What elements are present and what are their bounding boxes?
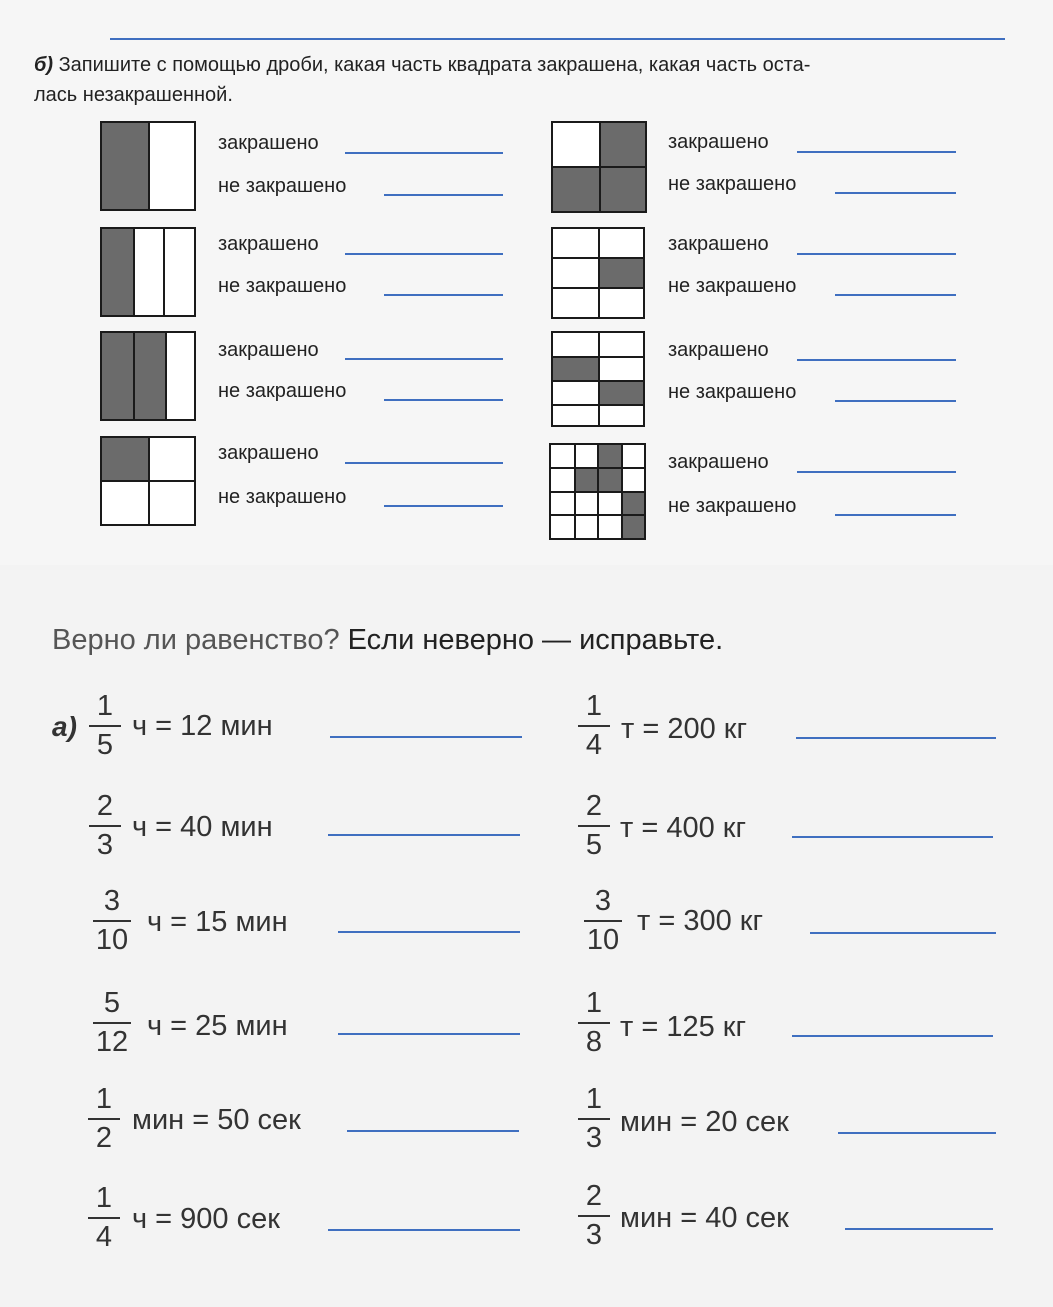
fraction xyxy=(89,987,135,1059)
equation-text: т = 200 кг xyxy=(621,713,748,745)
numerator: 1 xyxy=(96,690,114,722)
answer-line[interactable] xyxy=(797,359,956,361)
answer-line[interactable] xyxy=(328,1229,520,1231)
answer-line[interactable] xyxy=(792,836,993,838)
shaded-cell xyxy=(622,492,644,515)
denominator: 5 xyxy=(96,729,114,761)
fraction-square-2 xyxy=(100,227,196,317)
fraction-square-1 xyxy=(100,121,196,211)
fraction-square-7 xyxy=(551,331,645,427)
grid-line xyxy=(598,333,600,425)
unshaded-label: не закрашено xyxy=(218,380,347,402)
numerator: 1 xyxy=(585,987,603,1019)
denominator: 10 xyxy=(586,924,620,956)
answer-line[interactable] xyxy=(835,192,956,194)
grid-line xyxy=(553,404,643,406)
shaded-cell xyxy=(598,445,622,468)
fraction-square-8 xyxy=(549,443,646,540)
fraction-bar xyxy=(578,1022,610,1024)
shaded-label: закрашено xyxy=(668,233,769,255)
answer-line[interactable] xyxy=(796,737,996,739)
fraction xyxy=(84,1083,124,1155)
shaded-label: закрашено xyxy=(218,233,319,255)
shaded-label: закрашено xyxy=(668,339,769,361)
equation-text: мин = 20 сек xyxy=(620,1106,789,1138)
grid-line xyxy=(163,229,165,315)
equation-text: ч = 900 сек xyxy=(132,1203,280,1235)
grid-line xyxy=(148,123,150,209)
grid-line xyxy=(598,229,600,317)
answer-line[interactable] xyxy=(797,471,956,473)
fraction-bar xyxy=(93,1022,131,1024)
answer-line[interactable] xyxy=(384,399,503,401)
unshaded-label: не закрашено xyxy=(218,275,347,297)
fraction-bar xyxy=(88,1217,120,1219)
fraction-square-6 xyxy=(551,227,645,319)
fraction-bar xyxy=(578,725,610,727)
unshaded-label: не закрашено xyxy=(218,175,347,197)
shaded-cell xyxy=(102,229,133,315)
fraction-bar xyxy=(578,825,610,827)
grid-line xyxy=(553,166,645,168)
shaded-cell xyxy=(553,167,599,211)
shaded-cell xyxy=(599,381,643,405)
fraction xyxy=(580,885,626,957)
equation-text: мин = 50 сек xyxy=(132,1104,301,1136)
answer-line[interactable] xyxy=(338,931,520,933)
fraction-bar xyxy=(88,1118,120,1120)
fraction-bar xyxy=(578,1215,610,1217)
numerator: 2 xyxy=(585,1180,603,1212)
answer-line[interactable] xyxy=(345,358,503,360)
denominator: 5 xyxy=(585,829,603,861)
fraction-bar xyxy=(93,920,131,922)
fraction xyxy=(574,1083,614,1155)
exercise-b-label: б) xyxy=(34,54,54,76)
fraction xyxy=(574,790,614,862)
equation-text: ч = 12 мин xyxy=(132,710,273,742)
answer-line[interactable] xyxy=(345,253,503,255)
answer-line[interactable] xyxy=(345,462,503,464)
equation-text: т = 400 кг xyxy=(620,812,747,844)
exercise-b-instructions xyxy=(34,50,1034,110)
answer-line[interactable] xyxy=(345,152,503,154)
fraction-bar xyxy=(578,1118,610,1120)
fraction xyxy=(85,790,125,862)
fraction xyxy=(574,987,614,1059)
numerator: 1 xyxy=(95,1083,113,1115)
grid-line xyxy=(551,467,644,469)
shaded-cell xyxy=(102,123,148,209)
shaded-cell xyxy=(598,468,622,492)
grid-line xyxy=(551,491,644,493)
shaded-label: закрашено xyxy=(218,339,319,361)
fraction xyxy=(574,1180,614,1252)
answer-line[interactable] xyxy=(797,253,956,255)
grid-line xyxy=(133,333,135,419)
answer-line[interactable] xyxy=(835,294,956,296)
answer-line[interactable] xyxy=(338,1033,520,1035)
shaded-label: закрашено xyxy=(218,442,319,464)
unshaded-label: не закрашено xyxy=(668,495,797,517)
fraction-bar xyxy=(89,825,121,827)
numerator: 1 xyxy=(95,1182,113,1214)
shaded-label: закрашено xyxy=(668,451,769,473)
exercise-2-sub-label: а) xyxy=(52,711,77,742)
answer-line[interactable] xyxy=(835,400,956,402)
shaded-cell xyxy=(575,468,598,492)
numerator: 2 xyxy=(96,790,114,822)
denominator: 8 xyxy=(585,1026,603,1058)
grid-line xyxy=(553,257,643,259)
fraction-bar xyxy=(89,725,121,727)
denominator: 3 xyxy=(585,1122,603,1154)
unshaded-label: не закрашено xyxy=(668,173,797,195)
numerator: 1 xyxy=(585,1083,603,1115)
exercise-2-title-question: Верно ли равенство? xyxy=(52,624,340,656)
grid-line xyxy=(553,287,643,289)
denominator: 2 xyxy=(95,1122,113,1154)
denominator: 4 xyxy=(585,729,603,761)
fraction-square-3 xyxy=(100,331,196,421)
shaded-cell xyxy=(553,358,598,381)
unshaded-label: не закрашено xyxy=(668,275,797,297)
equation-text: ч = 40 мин xyxy=(132,811,273,843)
equation-text: мин = 40 сек xyxy=(620,1202,789,1234)
grid-line xyxy=(133,229,135,315)
fraction xyxy=(84,1182,124,1254)
denominator: 3 xyxy=(96,829,114,861)
answer-line[interactable] xyxy=(347,1130,519,1132)
answer-line[interactable] xyxy=(835,514,956,516)
shaded-cell xyxy=(622,515,644,538)
equation-text: ч = 15 мин xyxy=(147,906,288,938)
shaded-label: закрашено xyxy=(218,132,319,154)
grid-line xyxy=(165,333,167,419)
numerator: 2 xyxy=(585,790,603,822)
shaded-cell xyxy=(102,438,148,480)
equation-text: т = 125 кг xyxy=(620,1011,747,1043)
fraction xyxy=(574,690,614,762)
grid-line xyxy=(551,514,644,516)
unshaded-label: не закрашено xyxy=(668,381,797,403)
shaded-label: закрашено xyxy=(668,131,769,153)
answer-line[interactable] xyxy=(797,151,956,153)
exercise-b-text: Запишите с помощью дроби, какая часть квадрата закрашена, какая часть оста- xyxy=(53,54,811,76)
top-answer-line xyxy=(110,38,1005,40)
unshaded-label: не закрашено xyxy=(218,486,347,508)
answer-line[interactable] xyxy=(330,736,522,738)
numerator: 3 xyxy=(103,885,121,917)
fraction xyxy=(85,690,125,762)
denominator: 3 xyxy=(585,1219,603,1251)
answer-line[interactable] xyxy=(328,834,520,836)
answer-line[interactable] xyxy=(845,1228,993,1230)
exercise-b-text-line2: лась незакрашенной. xyxy=(34,84,233,106)
grid-line xyxy=(553,380,643,382)
shaded-cell xyxy=(599,258,643,288)
fraction-bar xyxy=(584,920,622,922)
numerator: 3 xyxy=(594,885,612,917)
denominator: 4 xyxy=(95,1221,113,1253)
denominator: 12 xyxy=(95,1026,129,1058)
fraction-square-4 xyxy=(100,436,196,526)
answer-line[interactable] xyxy=(792,1035,993,1037)
fraction xyxy=(89,885,135,957)
fraction-square-5 xyxy=(551,121,647,213)
grid-line xyxy=(553,356,643,358)
equation-text: ч = 25 мин xyxy=(147,1010,288,1042)
answer-line[interactable] xyxy=(384,294,503,296)
numerator: 1 xyxy=(585,690,603,722)
answer-line[interactable] xyxy=(838,1132,996,1134)
exercise-2-title xyxy=(52,624,723,657)
denominator: 10 xyxy=(95,924,129,956)
answer-line[interactable] xyxy=(384,505,503,507)
answer-line[interactable] xyxy=(384,194,503,196)
answer-line[interactable] xyxy=(810,932,996,934)
exercise-2-title-instruction: Если неверно — исправьте. xyxy=(339,624,724,656)
numerator: 5 xyxy=(103,987,121,1019)
grid-line xyxy=(102,480,194,482)
equation-text: т = 300 кг xyxy=(637,905,764,937)
